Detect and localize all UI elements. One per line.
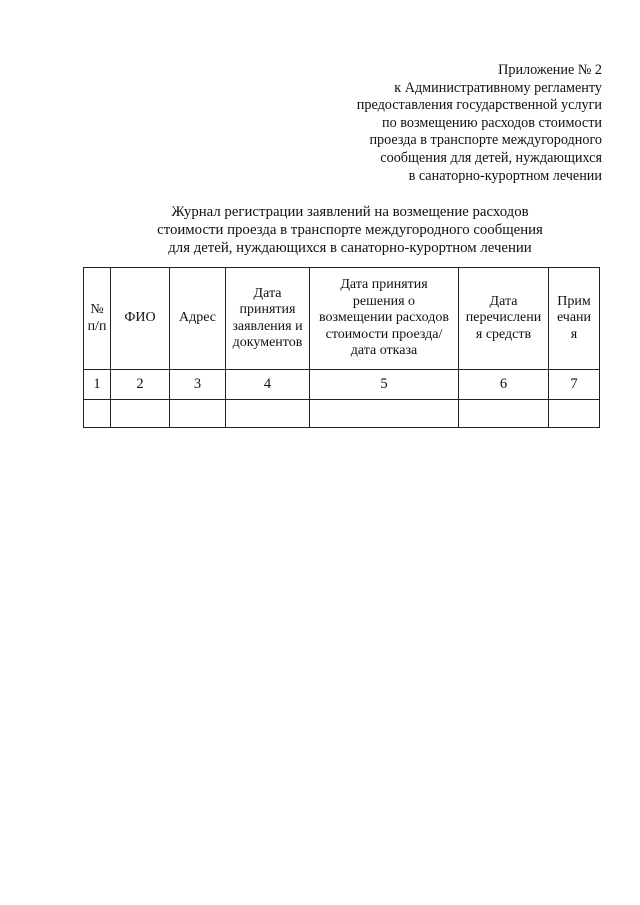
header-line: Адрес [178,310,216,326]
journal-title-line: для детей, нуждающихся в санаторно-курортном лечении [168,240,532,256]
journal-title [0,203,640,257]
header-line: заявления и [232,318,303,334]
empty-cell [226,400,310,428]
header-line: дата отказа [350,343,418,359]
empty-cell [111,400,170,428]
column-number-cell: 4 [226,370,310,400]
appendix-line: сообщения для детей, нуждающихся [380,149,602,166]
appendix-line: по возмещению расходов стоимости [382,114,602,131]
header-line: стоимости проезда/ [325,326,443,342]
appendix-header [242,62,602,185]
header-line: Прим [557,293,591,309]
header-line: ФИО [124,310,156,326]
header-line: решения о [352,293,416,309]
header-line: принятия [239,302,296,317]
appendix-line: в санаторно-курортном лечении [408,167,602,184]
appendix-line: Приложение № 2 [498,62,602,78]
column-number-cell: 1 [84,370,111,400]
header-line: Дата принятия [340,277,428,293]
empty-cell [459,400,549,428]
header-line: возмещении расходов [319,310,449,326]
header-line: № [90,302,104,317]
registration-table [83,267,600,428]
table-header-row [84,268,600,370]
header-transfer-date [459,268,549,370]
header-address [170,268,226,370]
empty-cell [170,400,226,428]
column-number-cell: 5 [310,370,459,400]
empty-cell [549,400,600,428]
header-line: п/п [87,318,107,334]
header-full-name [111,268,170,370]
column-number-cell: 2 [111,370,170,400]
header-line: я [570,326,578,342]
journal-title-line: стоимости проезда в транспорте междугородного сообщения [157,222,543,238]
header-decision-date [310,268,459,370]
appendix-line: предоставления государственной услуги [356,97,602,114]
header-line: ечани [556,310,592,326]
appendix-line: проезда в транспорте междугородного [369,132,602,149]
journal-title-line: Журнал регистрации заявлений на возмещение расходов [171,204,529,220]
header-line: я средств [475,326,532,342]
column-number-cell: 7 [549,370,600,400]
header-line: перечислени [465,310,542,326]
header-line: документов [232,335,303,350]
header-notes [549,268,600,370]
header-application-date [226,268,310,370]
table-row-empty [84,400,600,428]
empty-cell [84,400,111,428]
column-number-cell: 6 [459,370,549,400]
empty-cell [310,400,459,428]
header-number [84,268,111,370]
column-number-row [84,370,600,400]
appendix-line: к Административному регламенту [394,79,602,96]
header-line: Дата [489,293,518,309]
column-number-cell: 3 [170,370,226,400]
header-line: Дата [253,285,282,301]
